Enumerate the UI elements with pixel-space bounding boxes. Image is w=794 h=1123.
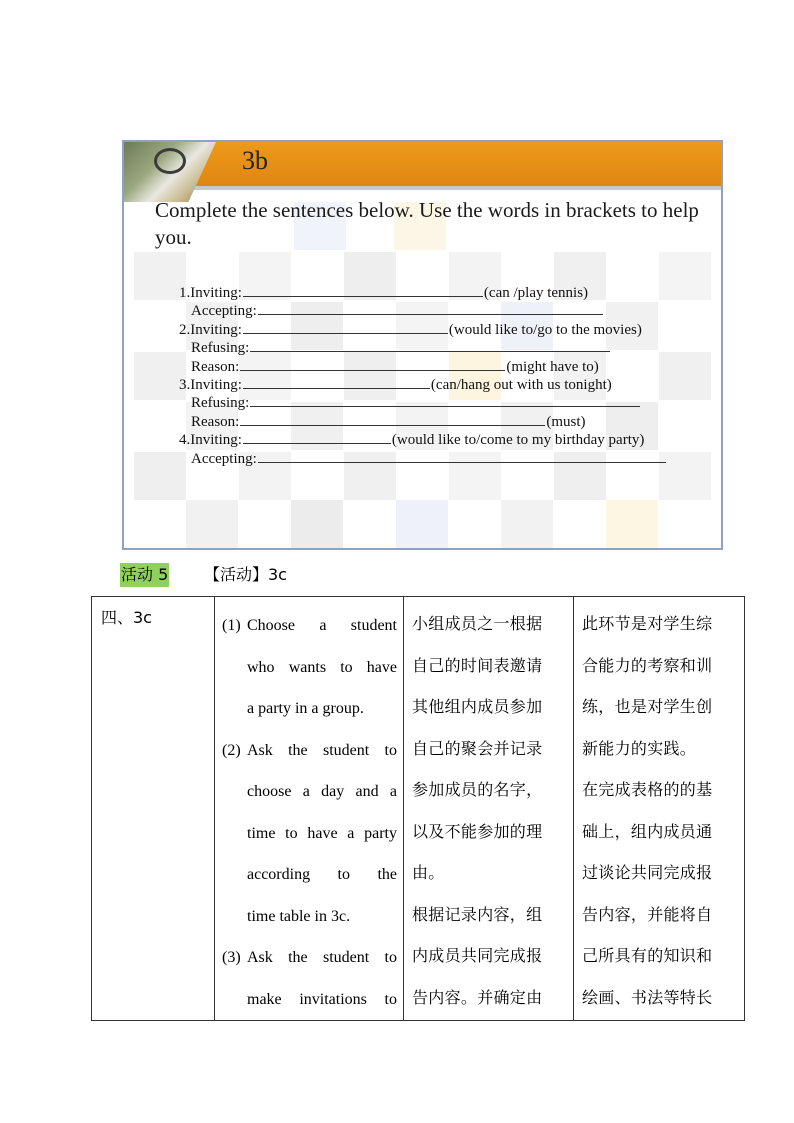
exercise-label: Refusing:: [191, 340, 250, 357]
lesson-table: [91, 596, 745, 1021]
exercise-hint: (must): [546, 413, 586, 430]
exercise-line: [179, 430, 719, 448]
exercise-label: 2.Inviting:: [179, 321, 242, 338]
exercise-label: 3.Inviting:: [179, 376, 242, 393]
step-line: [222, 647, 397, 689]
step-number: [222, 688, 247, 730]
text-line: 根据记录内容，组: [412, 904, 543, 924]
text-line: 由。: [412, 863, 445, 882]
exercise-line: [179, 320, 719, 338]
step-line: [222, 896, 397, 938]
step-number: [222, 647, 247, 689]
answer-blank[interactable]: [243, 430, 391, 444]
text-line: 此环节是对学生综: [582, 614, 713, 633]
step-number: (3): [222, 949, 241, 966]
teacher-steps-cell: [215, 597, 404, 1021]
exercise-label: Accepting:: [191, 450, 257, 467]
text-line: 练，也是对学生创: [582, 697, 713, 716]
step-line: [222, 937, 397, 979]
answer-blank[interactable]: [258, 449, 666, 463]
slide-header-strip: [124, 186, 721, 190]
slide-instruction: Complete the sentences below. Use the words in brackets to help you.: [155, 198, 699, 249]
student-activity-text: [404, 597, 573, 1018]
text-line: 自己的时间表邀请: [412, 655, 543, 675]
step-number: [222, 813, 247, 855]
step-number: (1): [222, 617, 241, 634]
step-text: choose a day and a: [247, 783, 397, 800]
step-text: according to the: [247, 866, 397, 883]
exercise-line: [179, 412, 719, 430]
text-line: 参加成员的名字，: [412, 780, 543, 799]
slide-header-bar: [124, 142, 721, 186]
exercise-hint: (might have to): [506, 358, 599, 375]
slide-number: 3b: [242, 146, 268, 175]
step-text: make invitations to: [247, 990, 397, 1008]
exercise-label: Accepting:: [191, 303, 257, 320]
exercise-label: 1.Inviting:: [179, 285, 242, 301]
exercise-hint: (would like to/come to my birthday party): [391, 432, 645, 449]
glasses-icon: [154, 148, 186, 174]
step-number: (2): [222, 741, 241, 759]
answer-blank[interactable]: [250, 338, 610, 352]
exercise-hint: (can/hang out with us tonight): [430, 376, 612, 393]
exercise-label: 4.Inviting:: [179, 432, 242, 449]
text-line: 合能力的考察和训: [582, 655, 713, 675]
exercise-line: [179, 357, 719, 375]
text-line: 础上，组内成员通: [582, 821, 713, 841]
section-label: 四、3c: [101, 608, 152, 627]
step-number: [222, 979, 247, 1021]
step-text: Choose a student: [247, 617, 397, 634]
text-line: 过谈论共同完成报: [582, 863, 713, 882]
teacher-steps: [215, 597, 403, 1020]
step-line: [222, 730, 397, 772]
text-line: 告内容，并能将自: [582, 904, 713, 924]
step-line: [222, 688, 397, 730]
exercise-label: Reason:: [191, 358, 240, 375]
exercise-lines: [179, 283, 719, 467]
text-line: 以及不能参加的理: [412, 821, 543, 841]
text-line: 告内容。并确定由: [412, 987, 543, 1007]
step-number: [222, 771, 247, 813]
exercise-line: [179, 301, 719, 319]
answer-blank[interactable]: [243, 375, 430, 389]
text-line: 己所具有的知识和: [582, 946, 713, 965]
step-text: Ask the student to: [247, 741, 397, 759]
exercise-line: [179, 449, 719, 467]
table-row: [92, 597, 745, 1021]
text-line: 在完成表格的的基: [582, 780, 713, 799]
step-number: [222, 896, 247, 938]
text-line: 新能力的实践。: [582, 738, 697, 758]
exercise-line: [179, 375, 719, 393]
design-intent-text: [574, 597, 744, 1018]
exercise-hint: (can /play tennis): [483, 285, 589, 301]
step-line: [222, 979, 397, 1021]
exercise-line: [179, 338, 719, 356]
text-line: 小组成员之一根据: [412, 614, 543, 633]
student-activity-cell: [404, 597, 574, 1021]
step-text: a party in a group.: [247, 700, 364, 717]
step-line: [222, 605, 397, 647]
answer-blank[interactable]: [240, 357, 505, 371]
text-line: 其他组内成员参加: [412, 697, 543, 716]
step-line: [222, 854, 397, 896]
exercise-label: Reason:: [191, 413, 240, 430]
activity-title: 【活动】3c: [204, 565, 287, 584]
text-line: 内成员共同完成报: [412, 946, 543, 965]
step-line: [222, 813, 397, 855]
step-line: [222, 771, 397, 813]
design-intent-cell: [574, 597, 745, 1021]
section-cell: [92, 597, 215, 1021]
exercise-label: Refusing:: [191, 395, 250, 412]
answer-blank[interactable]: [243, 283, 483, 297]
text-line: 绘画、书法等特长: [582, 987, 713, 1007]
step-number: [222, 854, 247, 896]
exercise-line: [179, 283, 719, 301]
step-text: Ask the student to: [247, 949, 397, 966]
slide-3b: [122, 140, 723, 550]
step-text: who wants to have: [247, 658, 397, 676]
answer-blank[interactable]: [250, 393, 640, 407]
step-text: time table in 3c.: [247, 907, 351, 925]
step-text: time to have a party: [247, 824, 397, 842]
answer-blank[interactable]: [240, 412, 545, 426]
exercise-hint: (would like to/go to the movies): [448, 321, 642, 338]
activity-tag: 活动 5: [120, 563, 169, 587]
answer-blank[interactable]: [243, 320, 448, 334]
answer-blank[interactable]: [258, 301, 603, 315]
exercise-line: [179, 393, 719, 411]
text-line: 自己的聚会并记录: [412, 738, 543, 758]
